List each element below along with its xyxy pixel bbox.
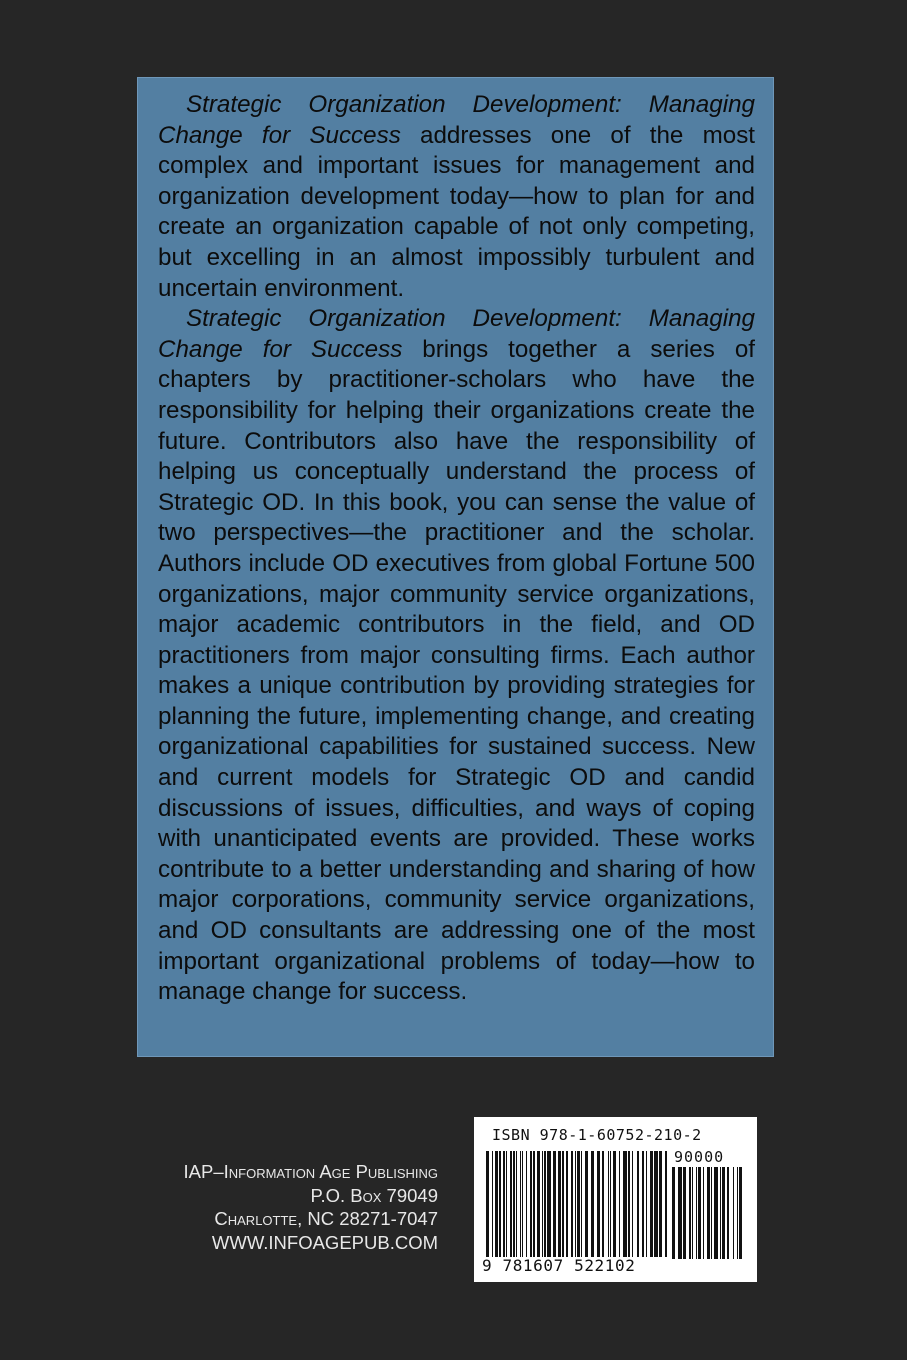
barcode-bar (642, 1151, 644, 1257)
barcode-bar (689, 1167, 691, 1259)
barcode-bar (492, 1151, 493, 1257)
barcode-bar (522, 1151, 523, 1257)
barcode-bar (696, 1167, 697, 1259)
barcode-bar (577, 1151, 580, 1257)
back-cover-blurb (137, 77, 774, 1057)
barcode-bar (711, 1167, 712, 1259)
barcode-bar (537, 1151, 540, 1257)
barcode-bar (727, 1167, 729, 1259)
publisher-name: IAP–Information Age Publishing (183, 1161, 438, 1182)
barcode-bar (499, 1151, 501, 1257)
barcode-bar (739, 1167, 742, 1259)
blurb-paragraph-2 (158, 304, 755, 1008)
publisher-website: WWW.INFOAGEPUB.COM (211, 1231, 438, 1253)
barcode-bar (506, 1151, 507, 1257)
barcode-bar (486, 1151, 489, 1257)
barcode-bar (520, 1151, 521, 1257)
barcode-bar (628, 1151, 630, 1257)
barcode-bar (619, 1151, 620, 1257)
barcode-bar (654, 1151, 658, 1257)
barcode-bar (608, 1151, 609, 1257)
barcode-bar (571, 1151, 573, 1257)
barcode-bar (707, 1167, 710, 1259)
book-title-italic: Strategic Organization Development: Managing Change for Success (158, 305, 755, 363)
barcode-bar (698, 1167, 701, 1259)
isbn-barcode (474, 1117, 757, 1282)
barcode-bar (714, 1167, 718, 1259)
barcode-bar (610, 1151, 611, 1257)
add-on-barcode-bars-icon (672, 1167, 744, 1259)
barcode-bar (665, 1151, 667, 1257)
barcode-bar (516, 1151, 517, 1257)
barcode-bar (530, 1151, 532, 1257)
barcode-bar (553, 1151, 556, 1257)
barcode-bar (544, 1151, 546, 1257)
barcode-bar (558, 1151, 561, 1257)
barcode-bar (692, 1167, 693, 1259)
barcode-bar (720, 1167, 721, 1259)
barcode-bar (703, 1167, 704, 1259)
book-title-italic: Strategic Organization Development: Managing Change for Success (158, 91, 755, 149)
barcode-bar (678, 1167, 682, 1259)
barcode-bar (495, 1151, 498, 1257)
barcode-bar (646, 1151, 647, 1257)
barcode-bar (503, 1151, 505, 1257)
barcode-bar (591, 1151, 594, 1257)
publisher-info (140, 1160, 438, 1254)
barcode-bar (562, 1151, 564, 1257)
isbn-label: ISBN 978-1-60752-210-2 (492, 1126, 702, 1144)
publisher-city: Charlotte, NC 28271-7047 (214, 1208, 438, 1229)
barcode-bar (632, 1151, 633, 1257)
barcode-bar (513, 1151, 515, 1257)
barcode-bar (602, 1151, 604, 1257)
barcode-bar (575, 1151, 576, 1257)
publisher-po-box: P.O. Box 79049 (310, 1184, 438, 1206)
barcode-bar (650, 1151, 653, 1257)
barcode-bar (581, 1151, 582, 1257)
barcode-bar (547, 1151, 551, 1257)
barcode-bar (683, 1167, 686, 1259)
ean-digits: 9 781607 522102 (482, 1256, 636, 1275)
barcode-bar (597, 1151, 600, 1257)
barcode-bar (526, 1151, 527, 1257)
barcode-bar (533, 1151, 535, 1257)
barcode-bars-icon (486, 1151, 670, 1257)
barcode-bar (722, 1167, 725, 1259)
barcode-bar (585, 1151, 588, 1257)
barcode-bar (737, 1167, 738, 1259)
barcode-bar (672, 1167, 675, 1259)
blurb-text: brings together a series of chapters by practitioner-scholars who have the responsibility for helping their organizations create the future. Contributors also have the responsibility of helping us conceptually understand the process of Strategic OD. In this book, you can sense the value of two perspectives—the practitioner and the scholar. Authors include OD executives from global Fortune 500 organizations, major community service organizations, major academic contributors in the field, and OD practitioners from major consulting firms. Each author makes a unique contribution by providing strategies for planning the future, implementing change, and creating organizational capabilities for sustained success. New and current models for Strategic OD and candid discussions of issues, difficulties, and ways of coping with unanticipated events are provided. These works contribute to a better understanding and sharing of how major corporations, community service organizations, and OD consultants are addressing one of the most important organizational problems of today—how to manage change for success. (158, 335, 755, 1006)
barcode-bar (733, 1167, 734, 1259)
barcode-bar (659, 1151, 662, 1257)
barcode-bar (623, 1151, 627, 1257)
blurb-paragraph-1 (158, 90, 755, 304)
barcode-bar (510, 1151, 512, 1257)
barcode-bar (566, 1151, 568, 1257)
price-add-on-code: 90000 (674, 1148, 725, 1166)
barcode-bar (637, 1151, 639, 1257)
barcode-bar (613, 1151, 616, 1257)
blurb-text: addresses one of the most complex and important issues for management and organization development today—how to plan for and create an organization capable of not only competing, but excelling in an almost impossibly turbulent and uncertain environment. (158, 121, 756, 302)
barcode-bar (542, 1151, 543, 1257)
